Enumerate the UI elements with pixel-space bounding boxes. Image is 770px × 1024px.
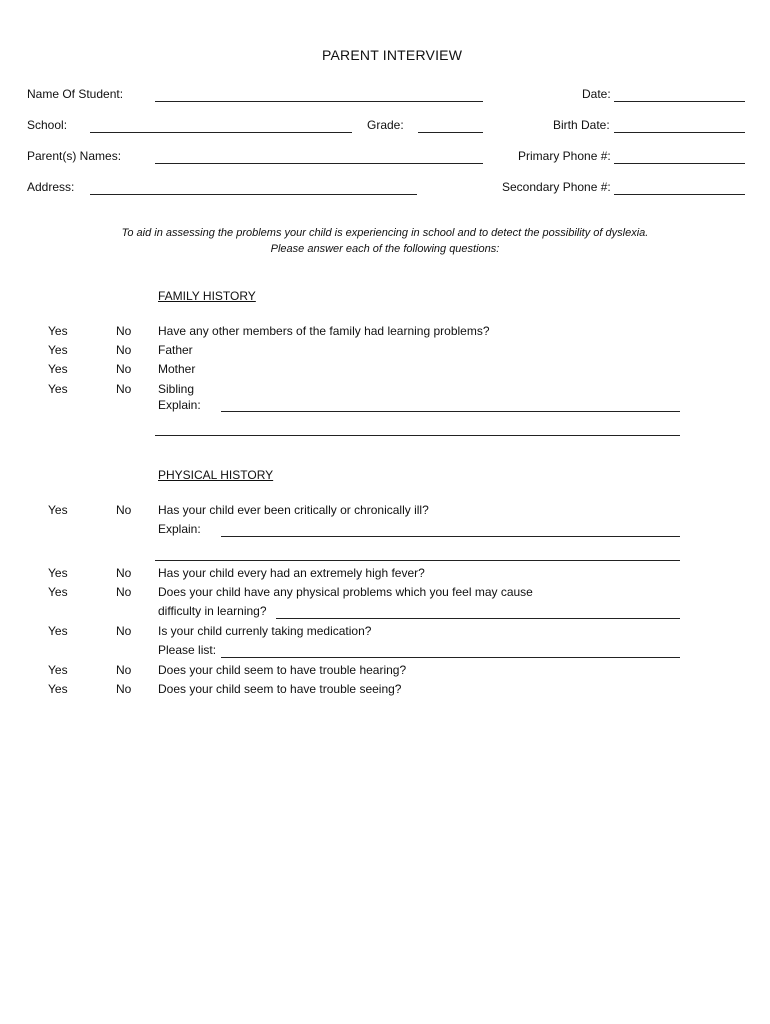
family-q4-text: Sibling	[158, 382, 195, 396]
physical-q3-field[interactable]	[276, 618, 680, 619]
family-q2-yes[interactable]: Yes	[48, 343, 68, 357]
family-q3-no[interactable]: No	[116, 362, 132, 376]
family-explain-label: Explain:	[158, 398, 201, 412]
please-list-label: Please list:	[158, 643, 217, 657]
grade-label: Grade:	[367, 118, 404, 132]
school-field[interactable]	[90, 132, 352, 133]
physical-q6-text: Does your child seem to have trouble seeing?	[158, 682, 402, 696]
page-title: PARENT INTERVIEW	[322, 47, 463, 63]
family-q3-yes[interactable]: Yes	[48, 362, 68, 376]
physical-q5-yes[interactable]: Yes	[48, 663, 68, 677]
address-label: Address:	[27, 180, 75, 194]
please-list-field[interactable]	[221, 657, 680, 658]
physical-q3-text-cont: difficulty in learning?	[158, 604, 267, 618]
secondary-phone-field[interactable]	[614, 194, 745, 195]
family-explain-field-2[interactable]	[155, 435, 680, 436]
family-q4-no[interactable]: No	[116, 382, 132, 396]
physical-q3-yes[interactable]: Yes	[48, 585, 68, 599]
physical-explain-label: Explain:	[158, 522, 201, 536]
birth-date-field[interactable]	[614, 132, 745, 133]
family-q4-yes[interactable]: Yes	[48, 382, 68, 396]
physical-q1-yes[interactable]: Yes	[48, 503, 68, 517]
physical-q6-yes[interactable]: Yes	[48, 682, 68, 696]
date-field[interactable]	[614, 101, 745, 102]
physical-q2-yes[interactable]: Yes	[48, 566, 68, 580]
family-explain-field[interactable]	[221, 411, 680, 412]
secondary-phone-label: Secondary Phone #:	[502, 180, 611, 194]
parents-names-field[interactable]	[155, 163, 483, 164]
physical-q5-no[interactable]: No	[116, 663, 132, 677]
physical-q6-no[interactable]: No	[116, 682, 132, 696]
name-of-student-label: Name Of Student:	[27, 87, 124, 101]
family-q1-text: Have any other members of the family had learning problems?	[158, 324, 490, 338]
family-q2-no[interactable]: No	[116, 343, 132, 357]
physical-q5-text: Does your child seem to have trouble hearing?	[158, 663, 407, 677]
grade-field[interactable]	[418, 132, 483, 133]
family-history-heading: FAMILY HISTORY	[158, 289, 256, 303]
physical-explain-field[interactable]	[221, 536, 680, 537]
birth-date-label: Birth Date:	[553, 118, 610, 132]
physical-q2-text: Has your child every had an extremely high fever?	[158, 566, 425, 580]
family-q3-text: Mother	[158, 362, 196, 376]
primary-phone-label: Primary Phone #:	[518, 149, 611, 163]
physical-q1-no[interactable]: No	[116, 503, 132, 517]
family-q2-text: Father	[158, 343, 193, 357]
school-label: School:	[27, 118, 68, 132]
family-q1-yes[interactable]: Yes	[48, 324, 68, 338]
physical-q4-text: Is your child currenly taking medication?	[158, 624, 372, 638]
family-q1-no[interactable]: No	[116, 324, 132, 338]
physical-q1-text: Has your child ever been critically or chronically ill?	[158, 503, 429, 517]
physical-q3-no[interactable]: No	[116, 585, 132, 599]
intro-line-1: To aid in assessing the problems your child is experiencing in school and to detect the possibility of dyslexia.	[121, 227, 649, 239]
physical-q2-no[interactable]: No	[116, 566, 132, 580]
physical-q3-text: Does your child have any physical problems which you feel may cause	[158, 585, 533, 599]
date-label: Date:	[582, 87, 611, 101]
physical-history-heading: PHYSICAL HISTORY	[158, 468, 274, 482]
intro-line-2: Please answer each of the following questions:	[270, 243, 500, 255]
address-field[interactable]	[90, 194, 417, 195]
physical-q4-no[interactable]: No	[116, 624, 132, 638]
primary-phone-field[interactable]	[614, 163, 745, 164]
physical-q4-yes[interactable]: Yes	[48, 624, 68, 638]
name-of-student-field[interactable]	[155, 101, 483, 102]
physical-explain-field-2[interactable]	[155, 560, 680, 561]
parents-names-label: Parent(s) Names:	[27, 149, 122, 163]
